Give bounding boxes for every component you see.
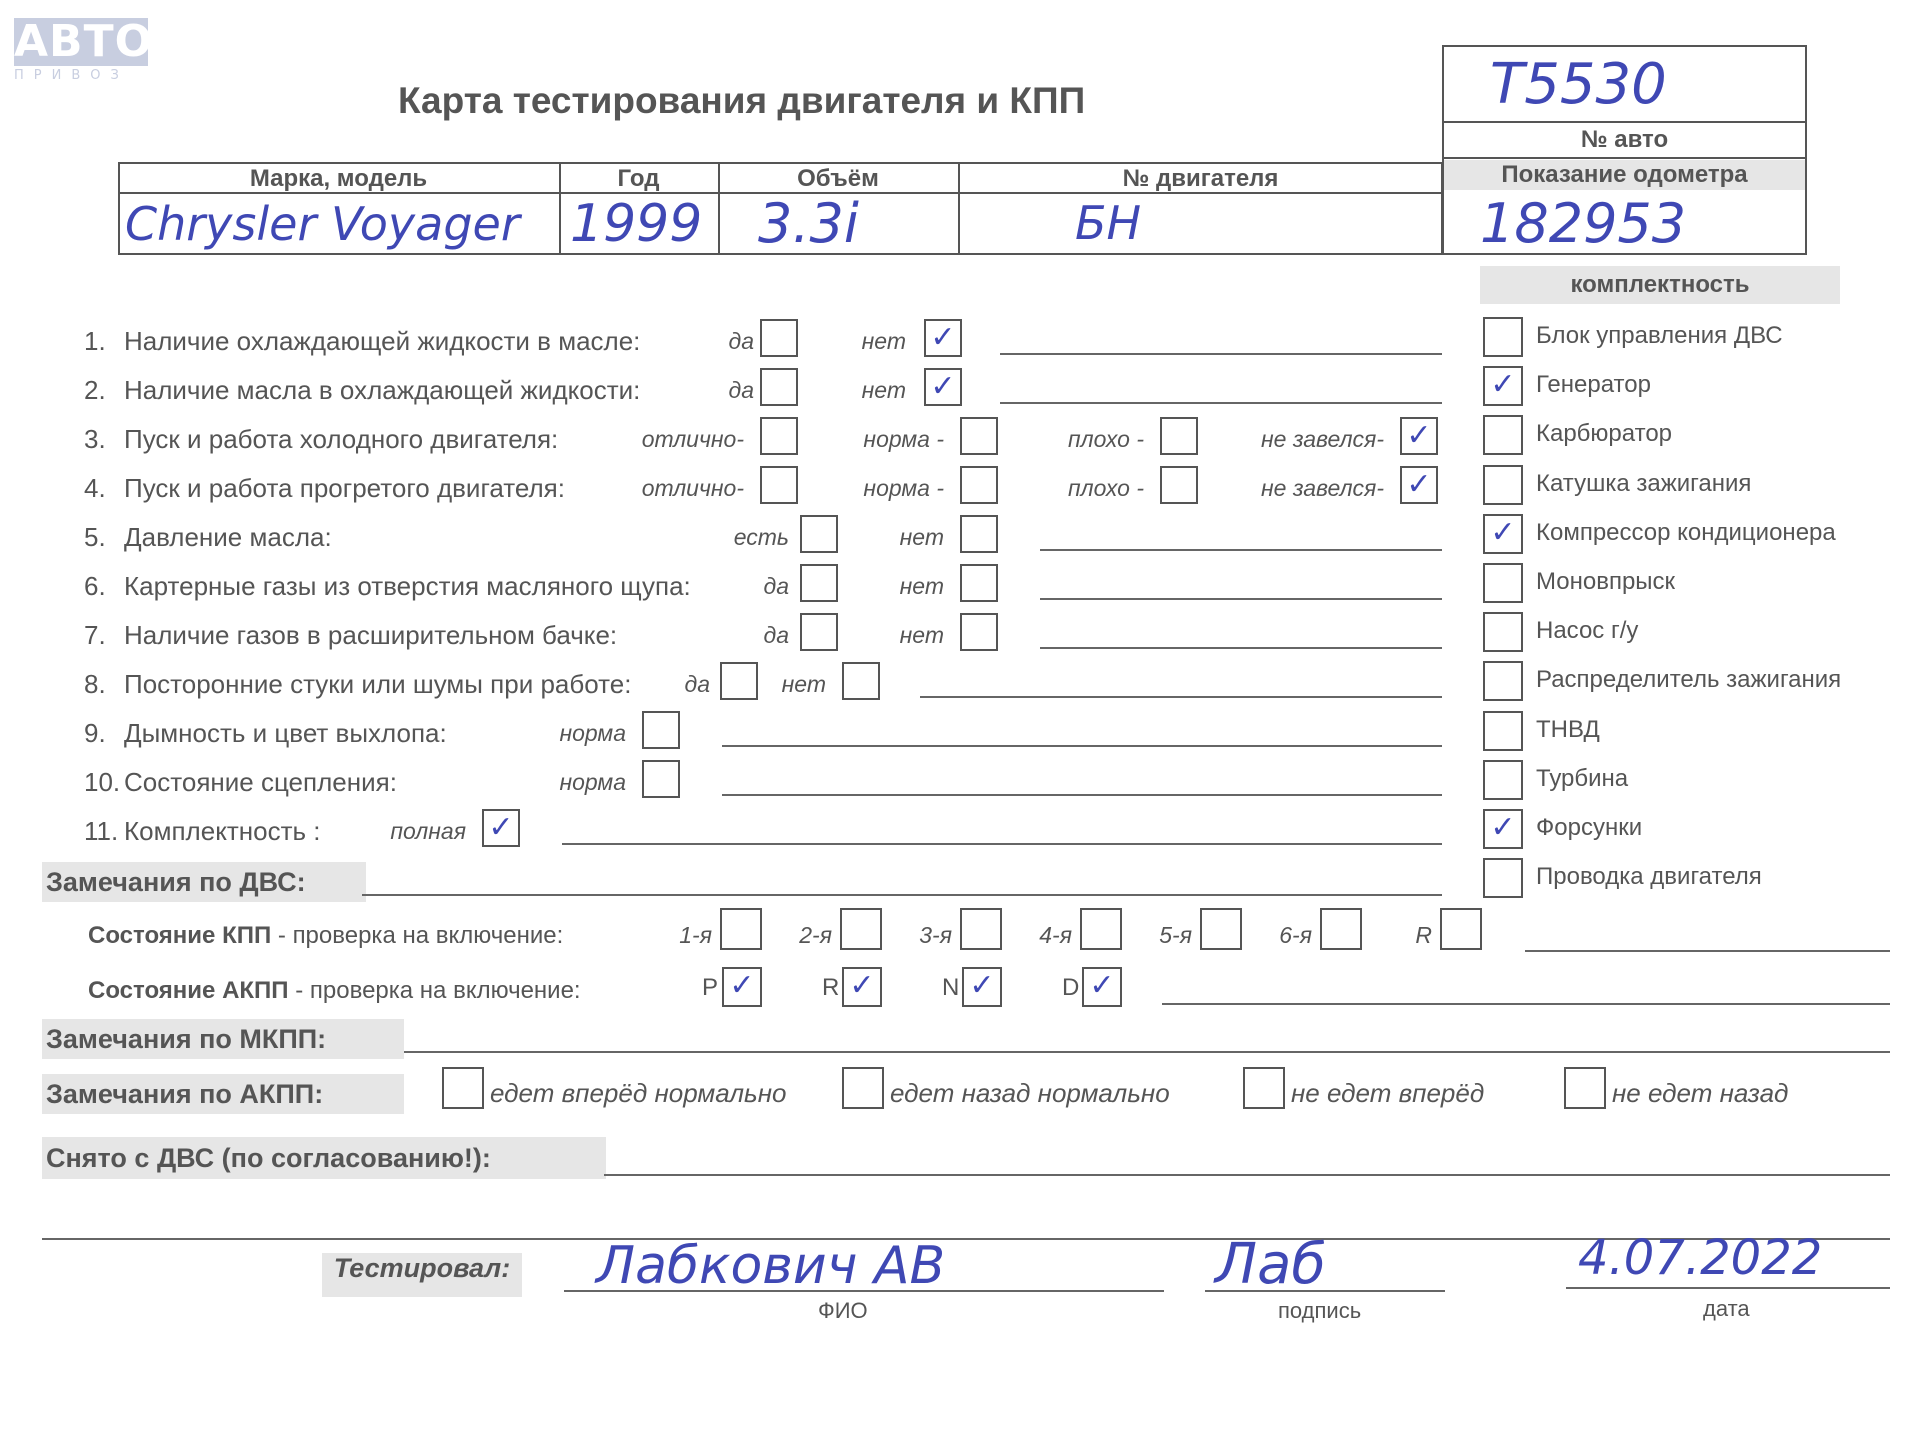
akpp-remark-0-checkbox[interactable]: [442, 1067, 484, 1109]
year-label: Год: [617, 165, 660, 192]
vehicle-ref-label: № авто: [1580, 126, 1669, 153]
akpp-remark-2-checkbox[interactable]: [1243, 1067, 1285, 1109]
completeness-checkbox-6[interactable]: [1483, 612, 1523, 652]
question-option-label: норма -: [863, 426, 944, 452]
question-option-label: нет: [899, 622, 944, 648]
completeness-item-label: Блок управления ДВС: [1536, 322, 1783, 349]
question-6-notes-line[interactable]: [1040, 598, 1442, 600]
completeness-item-label: Проводка двигателя: [1536, 863, 1762, 891]
kpp-gear-3-checkbox[interactable]: [1080, 908, 1122, 950]
question-option-label: не завелся-: [1260, 426, 1384, 452]
question-number: 2.: [84, 375, 106, 405]
completeness-item-label: Генератор: [1536, 371, 1651, 399]
akpp-remark-3-checkbox[interactable]: [1564, 1067, 1606, 1109]
question-option-label: нет: [861, 377, 906, 403]
question-9-notes-line[interactable]: [722, 745, 1442, 747]
question-text: Посторонние стуки или шумы при работе:: [124, 669, 632, 699]
question-option-label: есть: [733, 524, 789, 550]
question-10-option-0-checkbox[interactable]: [642, 760, 680, 798]
question-number: 8.: [84, 669, 106, 699]
year-value: 1999: [570, 194, 703, 254]
question-3-option-3-checkbox[interactable]: [1400, 417, 1438, 455]
removed-label: Снято с ДВС (по согласованию!):: [42, 1137, 606, 1179]
kpp-gear-label: 1-я: [679, 922, 712, 948]
question-5-notes-line[interactable]: [1040, 549, 1442, 551]
question-11-notes-line[interactable]: [562, 843, 1442, 845]
question-9-option-0-checkbox[interactable]: [642, 711, 680, 749]
divider: [1442, 121, 1807, 123]
completeness-item-label: ТНВД: [1536, 715, 1600, 743]
question-number: 7.: [84, 620, 106, 650]
question-option-label: нет: [899, 524, 944, 550]
divider: [1442, 157, 1807, 159]
question-4-option-3-checkbox[interactable]: [1400, 466, 1438, 504]
kpp-gear-label: 5-я: [1159, 922, 1192, 948]
akpp-gear-0-checkbox-checkmark-icon: ✓: [729, 968, 755, 1003]
akpp-remark-label: едет вперёд нормально: [490, 1078, 787, 1108]
odometer-value: 182953: [1480, 192, 1687, 255]
make-value: Chrysler Voyager: [125, 197, 520, 251]
question-text: Состояние сцепления:: [124, 767, 397, 797]
question-1-option-1-checkbox[interactable]: [924, 319, 962, 357]
completeness-checkbox-1[interactable]: [1483, 366, 1523, 406]
engine-remarks-label: Замечания по ДВС:: [42, 862, 366, 902]
question-number: 3.: [84, 424, 106, 454]
kpp-gear-4-checkbox[interactable]: [1200, 908, 1242, 950]
completeness-item-label: Компрессор кондиционера: [1536, 518, 1836, 546]
completeness-checkbox-10-checkmark-icon: ✓: [1490, 810, 1516, 845]
question-option-label: отлично-: [641, 426, 744, 452]
question-1-notes-line[interactable]: [1000, 353, 1442, 355]
completeness-item-label: Моновпрыск: [1536, 568, 1676, 595]
completeness-checkbox-9[interactable]: [1483, 760, 1523, 800]
date-value: 4.07.2022: [1578, 1230, 1823, 1286]
completeness-checkbox-4-checkmark-icon: ✓: [1490, 514, 1516, 550]
kpp-suffix: - проверка на включение:: [271, 922, 564, 949]
akpp-remark-label: не едет назад: [1612, 1078, 1789, 1108]
completeness-checkbox-1-checkmark-icon: ✓: [1490, 367, 1516, 403]
completeness-checkbox-8[interactable]: [1483, 711, 1523, 751]
page-title: Карта тестирования двигателя и КПП: [398, 80, 1086, 121]
engine-remarks-line[interactable]: [362, 894, 1442, 896]
question-4-option-3-checkbox-checkmark-icon: ✓: [1406, 467, 1432, 502]
completeness-item-label: Форсунки: [1536, 814, 1643, 841]
date-line[interactable]: [1566, 1287, 1890, 1289]
question-number: 11.: [84, 816, 119, 846]
question-6-option-1-checkbox[interactable]: [960, 564, 998, 602]
date-label: дата: [1703, 1296, 1750, 1321]
question-option-label: отлично-: [641, 475, 744, 501]
akpp-suffix: - проверка на включение:: [288, 977, 581, 1004]
kpp-remarks-line[interactable]: [1525, 950, 1890, 952]
logo: АВТО: [14, 16, 154, 67]
akpp-remark-label: едет назад нормально: [890, 1078, 1170, 1108]
question-option-label: норма -: [863, 475, 944, 501]
question-option-label: нет: [899, 573, 944, 599]
question-8-option-1-checkbox[interactable]: [842, 662, 880, 700]
question-text: Комплектность :: [124, 816, 321, 846]
volume-value: 3.3i: [758, 192, 859, 255]
kpp-gear-1-checkbox[interactable]: [840, 908, 882, 950]
completeness-checkbox-4[interactable]: [1483, 514, 1523, 554]
akpp-remark-1-checkbox[interactable]: [842, 1067, 884, 1109]
kpp-gear-0-checkbox[interactable]: [720, 908, 762, 950]
question-option-label: не завелся-: [1260, 475, 1384, 501]
signature-line[interactable]: [1205, 1290, 1445, 1292]
akpp-label: Состояние АКПП: [88, 977, 289, 1004]
question-8-notes-line[interactable]: [920, 696, 1442, 698]
completeness-checkbox-5[interactable]: [1483, 563, 1523, 603]
question-text: Картерные газы из отверстия масляного щупа:: [124, 571, 691, 601]
question-text: Пуск и работа холодного двигателя:: [124, 424, 559, 454]
removed-line[interactable]: [604, 1174, 1890, 1176]
question-text: Наличие газов в расширительном бачке:: [124, 620, 618, 650]
question-option-label: полная: [390, 818, 466, 844]
akpp-gear-3-checkbox[interactable]: [1082, 967, 1122, 1007]
vehicle-ref-number: T5530: [1490, 52, 1667, 117]
question-option-label: норма: [559, 720, 626, 746]
kpp-gear-5-checkbox[interactable]: [1320, 908, 1362, 950]
completeness-checkbox-3[interactable]: [1483, 465, 1523, 505]
completeness-checkbox-11[interactable]: [1483, 858, 1523, 898]
akpp-remark-label: не едет вперёд: [1291, 1078, 1485, 1108]
akpp-remarks-line[interactable]: [1162, 1003, 1890, 1005]
kpp-gear-label: 6-я: [1279, 922, 1312, 948]
question-text: Дымность и цвет выхлопа:: [124, 718, 447, 748]
question-text: Наличие масла в охлаждающей жидкости:: [124, 375, 641, 405]
completeness-item-label: Насос г/у: [1536, 617, 1639, 645]
fio-label: ФИО: [818, 1298, 868, 1323]
kpp-gear-label: 4-я: [1039, 922, 1072, 948]
akpp-gear-label: D: [1062, 974, 1080, 1001]
kpp-gear-label: R: [1415, 922, 1432, 948]
question-10-notes-line[interactable]: [722, 794, 1442, 796]
engine-number-value: БН: [1075, 196, 1142, 250]
question-option-label: плохо -: [1068, 475, 1144, 501]
question-2-option-1-checkbox-checkmark-icon: ✓: [930, 369, 956, 404]
question-2-notes-line[interactable]: [1000, 402, 1442, 404]
question-number: 9.: [84, 718, 106, 748]
akpp-gear-0-checkbox[interactable]: [722, 967, 762, 1007]
question-1-option-1-checkbox-checkmark-icon: ✓: [930, 320, 956, 355]
question-option-label: нет: [781, 671, 826, 697]
akpp-gear-label: P: [702, 974, 719, 1001]
completeness-item-label: Распределитель зажигания: [1536, 666, 1842, 694]
akpp-row-label: [88, 977, 581, 1005]
engine-number-label: № двигателя: [1122, 165, 1279, 192]
completeness-item-label: Карбюратор: [1536, 420, 1673, 448]
question-11-option-0-checkbox[interactable]: [482, 809, 520, 847]
logo-subtitle: ПРИВОЗ: [14, 68, 129, 83]
question-text: Пуск и работа прогретого двигателя:: [124, 473, 565, 503]
question-2-option-1-checkbox[interactable]: [924, 368, 962, 406]
question-option-label: плохо -: [1068, 426, 1144, 452]
volume-label: Объём: [797, 165, 879, 192]
akpp-gear-2-checkbox[interactable]: [962, 967, 1002, 1007]
akpp-remarks-label: Замечания по АКПП:: [42, 1074, 404, 1114]
odometer-label: Показание одометра: [1444, 160, 1805, 190]
akpp-gear-3-checkbox-checkmark-icon: ✓: [1089, 968, 1115, 1003]
akpp-gear-2-checkbox-checkmark-icon: ✓: [969, 968, 995, 1003]
make-label: Марка, модель: [249, 165, 428, 192]
tester-name: Лабкович АВ: [596, 1236, 946, 1296]
mkpp-remarks-line[interactable]: [404, 1051, 1890, 1053]
question-text: Наличие охлаждающей жидкости в масле:: [124, 326, 641, 356]
kpp-gear-2-checkbox[interactable]: [960, 908, 1002, 950]
question-number: 5.: [84, 522, 106, 552]
kpp-gear-label: 3-я: [919, 922, 952, 948]
question-option-label: да: [763, 573, 789, 599]
question-option-label: да: [684, 671, 710, 697]
completeness-checkbox-0[interactable]: [1483, 317, 1523, 357]
question-11-option-0-checkbox-checkmark-icon: ✓: [488, 810, 514, 845]
question-option-label: нет: [861, 328, 906, 354]
question-7-notes-line[interactable]: [1040, 647, 1442, 649]
question-option-label: норма: [559, 769, 626, 795]
completeness-checkbox-7[interactable]: [1483, 661, 1523, 701]
fio-line[interactable]: [564, 1290, 1164, 1292]
question-option-label: да: [728, 328, 754, 354]
question-5-option-1-checkbox[interactable]: [960, 515, 998, 553]
question-text: Давление масла:: [124, 522, 332, 552]
question-option-label: да: [763, 622, 789, 648]
completeness-title: комплектность: [1480, 266, 1840, 304]
kpp-gear-label: 2-я: [799, 922, 832, 948]
question-7-option-1-checkbox[interactable]: [960, 613, 998, 651]
completeness-item-label: Турбина: [1536, 764, 1629, 792]
question-number: 10.: [84, 767, 121, 797]
question-number: 4.: [84, 473, 106, 503]
completeness-item-label: Катушка зажигания: [1536, 469, 1752, 497]
akpp-gear-label: N: [942, 974, 960, 1001]
completeness-checkbox-10[interactable]: [1483, 809, 1523, 849]
question-number: 6.: [84, 571, 106, 601]
akpp-gear-1-checkbox[interactable]: [842, 967, 882, 1007]
kpp-gear-6-checkbox[interactable]: [1440, 908, 1482, 950]
tested-by-label: Тестировал:: [322, 1253, 522, 1297]
question-3-option-3-checkbox-checkmark-icon: ✓: [1406, 418, 1432, 453]
question-option-label: да: [728, 377, 754, 403]
kpp-label: Состояние КПП: [88, 922, 272, 949]
mkpp-remarks-label: Замечания по МКПП:: [42, 1019, 404, 1059]
signature: Лаб: [1215, 1232, 1326, 1297]
signature-label: подпись: [1278, 1298, 1362, 1323]
kpp-row-label: [88, 922, 563, 950]
completeness-checkbox-2[interactable]: [1483, 415, 1523, 455]
akpp-gear-1-checkbox-checkmark-icon: ✓: [849, 968, 875, 1003]
question-number: 1.: [84, 326, 106, 356]
akpp-gear-label: R: [822, 974, 840, 1001]
